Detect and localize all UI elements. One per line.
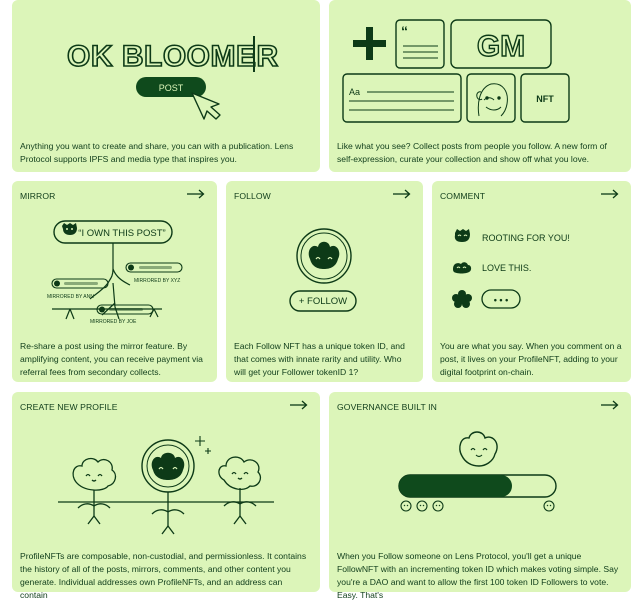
nft-card xyxy=(521,74,569,122)
comment-1-text: ROOTING FOR YOU! xyxy=(482,233,570,243)
mirror-token-ann xyxy=(52,279,108,288)
comment-2-text: LOVE THIS. xyxy=(482,263,532,273)
mirrored-by-xyz: MIRRORED BY XYZ xyxy=(134,278,181,284)
arrow-right-icon[interactable] xyxy=(393,189,411,199)
arrow-right-icon[interactable] xyxy=(601,400,619,410)
arrow-right-icon[interactable] xyxy=(290,400,308,410)
flower-character-right xyxy=(219,457,261,524)
flower-icon xyxy=(309,242,340,269)
mirror-title: MIRROR xyxy=(20,191,56,201)
nft-label: NFT xyxy=(536,94,554,104)
comment-card[interactable] xyxy=(432,181,631,382)
profile-description: ProfileNFTs are composable, non-custodial, and permissionless. It contains the history of all of the posts, mirrors, comments, and other content you generate. Individual addresses own ProfileNFTs, and an address can contain xyxy=(20,551,307,600)
follow-illustration xyxy=(226,207,423,357)
quote-mark: “ xyxy=(401,23,408,39)
comment-description: You are what you say. When you comment on a post, it lives on your ProfileNFT, adding to your digital footprint on-chain. xyxy=(440,341,622,377)
follow-card[interactable] xyxy=(226,181,423,382)
aa-label: Aa xyxy=(349,87,361,97)
governance-mascot xyxy=(460,432,497,466)
text-post-card xyxy=(343,74,461,122)
governance-card[interactable] xyxy=(329,392,631,600)
follow-title: FOLLOW xyxy=(234,191,271,201)
commenter-avatar-2 xyxy=(453,262,471,273)
mirror-bubble-text: “I OWN THIS POST” xyxy=(78,228,166,239)
typing-dots: • • • xyxy=(493,295,509,305)
gm-text: GM xyxy=(476,30,526,63)
quote-card xyxy=(396,20,444,68)
comment-illustration xyxy=(432,207,631,357)
vote-progress-fill xyxy=(399,475,512,497)
profile-card[interactable] xyxy=(12,392,320,600)
voter-icon-right xyxy=(544,501,554,511)
mirrored-by-ann: MIRRORED BY ANN xyxy=(47,294,94,300)
voter-icons-left xyxy=(401,501,443,511)
arrow-right-icon[interactable] xyxy=(601,189,619,199)
headline-text: OK BLOOMER xyxy=(67,40,279,73)
governance-description: When you Follow someone on Lens Protocol, you'll get a unique FollowNFT with an incrementing token ID which makes voting simple. Say you're a DAO and want to allow the first 100 token ID Followers to vote. Easy. That's xyxy=(337,551,619,600)
gm-card xyxy=(451,20,551,68)
mirrored-by-joe: MIRRORED BY JOE xyxy=(90,319,137,325)
arrow-right-icon[interactable] xyxy=(187,189,205,199)
follow-button-label: + FOLLOW xyxy=(298,296,348,307)
mouse-pointer-icon xyxy=(192,93,220,119)
avatar-icon xyxy=(62,223,77,235)
mirror-card[interactable] xyxy=(12,181,217,382)
ape-icon xyxy=(477,84,508,116)
profile-illustration xyxy=(12,416,320,556)
plus-icon xyxy=(353,27,386,60)
post-button-label: POST xyxy=(158,83,184,93)
governance-illustration xyxy=(329,416,631,556)
flower-character-left xyxy=(73,459,115,524)
sparkle-icon xyxy=(195,436,211,454)
mirror-token-xyz xyxy=(126,263,182,272)
publication-card[interactable] xyxy=(12,0,320,172)
publication-illustration xyxy=(12,0,320,130)
ape-card xyxy=(467,74,515,122)
profile-avatar xyxy=(297,229,351,283)
collect-card[interactable] xyxy=(329,0,631,172)
commenter-avatar-1 xyxy=(455,229,470,242)
collect-illustration xyxy=(329,0,631,130)
comment-title: COMMENT xyxy=(440,191,486,201)
commenter-avatar-3 xyxy=(452,290,472,308)
mirror-description: Re-share a post using the mirror feature. By amplifying content, you can receive payment via referral fees from secondary collects. xyxy=(20,341,203,377)
follow-description: Each Follow NFT has a unique token ID, and that comes with innate rarity and utility. Who will get your Follower tokenID 1? xyxy=(234,341,405,377)
collect-description: Like what you see? Collect posts from people you follow. A new form of self-expression, curate your collection and show off what you love. xyxy=(337,141,607,164)
profile-medallion xyxy=(142,440,194,534)
mirror-illustration xyxy=(12,207,217,357)
profile-title: CREATE NEW PROFILE xyxy=(20,402,118,412)
publication-description: Anything you want to create and share, you can with a publication. Lens Protocol supports IPFS and media type that inspires you. xyxy=(20,141,294,164)
vote-progress-bar xyxy=(399,475,556,497)
governance-title: GOVERNANCE BUILT IN xyxy=(337,402,437,412)
